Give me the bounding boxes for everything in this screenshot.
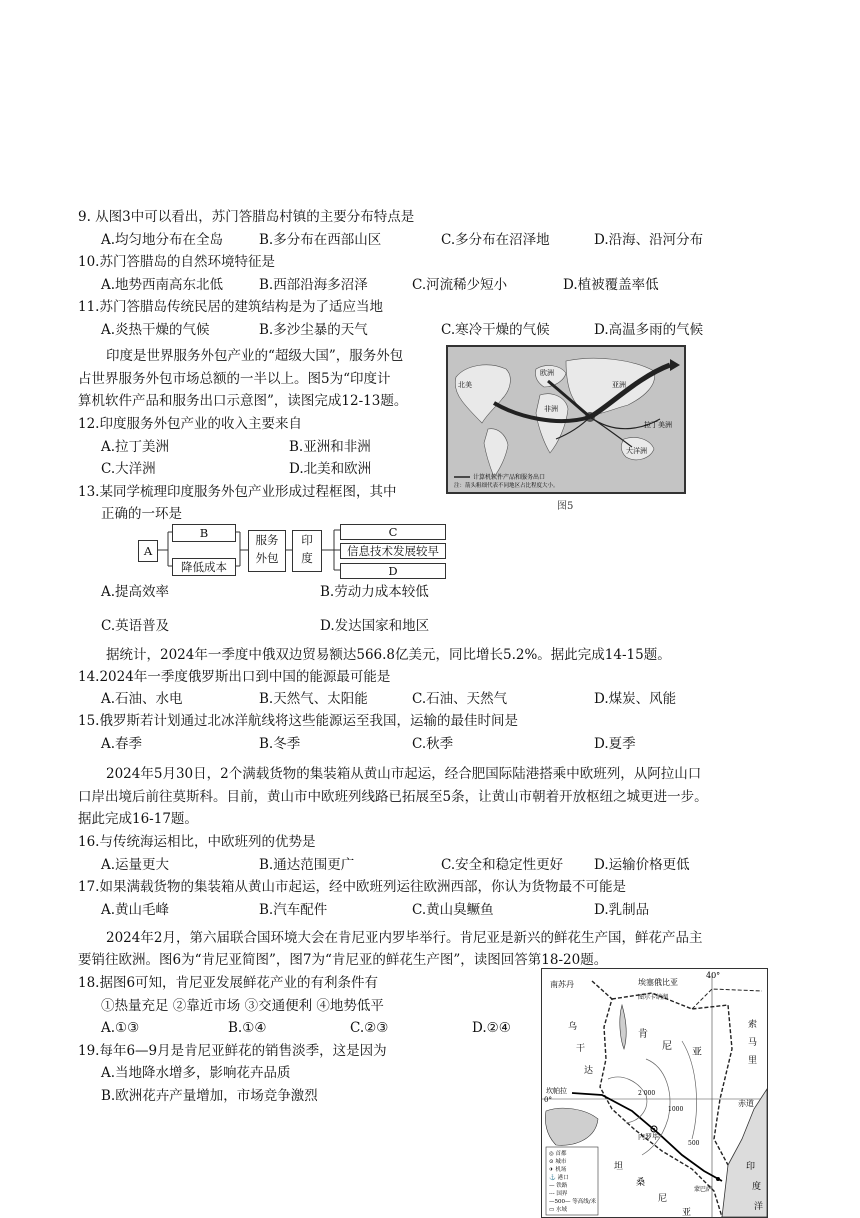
flow-service-1: 服务 [255,533,279,547]
q10-option-d: D.植被覆盖率低 [563,277,659,293]
label-kenya-3: 亚 [692,1047,702,1058]
flow-box-it: 信息技术发展较早 [340,543,446,559]
q17-option-d: D.乳制品 [594,902,650,918]
q12-option-b: B.亚洲和非洲 [289,439,371,455]
legend-item-2: ✈ 机场 [549,1167,567,1173]
q18-option-d: D.②④ [472,1020,511,1036]
flow-service-2: 外包 [255,551,279,565]
label-tanzania-4: 亚 [682,1208,692,1217]
lake-turkana-shape [620,1005,626,1049]
q19-option-a: A.当地降水增多，影响花卉品质 [101,1065,291,1081]
label-uganda-2: 干 [576,1044,586,1054]
flow-box-india [292,530,322,572]
q16-option-c: C.安全和稳定性更好 [441,857,564,873]
legend-item-4: — 铁路 [549,1183,568,1189]
legend-item-3: ⚓ 港口 [549,1175,569,1181]
legend-item-7: ▭ 水域 [549,1207,567,1213]
q14-option-a: A.石油、水电 [101,691,183,707]
huangshan-intro-line3: 据此完成16-17题。 [78,811,198,827]
label-elev-1000: 1000 [668,1106,684,1113]
q11-stem: 11.苏门答腊岛传统民居的建筑结构是为了适应当地 [78,299,383,315]
q18-option-c: C.②③ [350,1020,389,1036]
lon-40-label: 40° [706,971,721,980]
flow-box-b: B [172,524,236,542]
russia-intro: 据统计，2024年一季度中俄双边贸易额达566.8亿美元，同比增长5.2%。据此完成14-15题。 [106,647,671,663]
q10-option-c: C.河流稀少短小 [412,277,508,293]
q9-stem: 9. 从图3中可以看出，苏门答腊岛村镇的主要分布特点是 [78,209,415,225]
legend-item-5: --- 国界 [549,1191,568,1197]
q9-option-d: D.沿海、沿河分布 [594,232,704,248]
label-mombasa: 蒙巴萨 [694,1186,713,1193]
label-n-america: 北美 [458,381,472,389]
label-latin: 拉丁美洲 [644,421,672,429]
q11-option-b: B.多沙尘暴的天气 [259,322,368,338]
q14-stem: 14.2024年一季度俄罗斯出口到中国的能源最可能是 [78,669,391,685]
q16-option-d: D.运输价格更低 [594,857,690,873]
huangshan-intro-line1: 2024年5月30日，2个满载货物的集装箱从黄山市起运，经合肥国际陆港搭乘中欧班列，从阿拉山口 [106,766,702,782]
flow-box-c: C [340,524,446,540]
label-tanzania-2: 桑 [636,1178,646,1188]
ethiopia-border [692,989,762,1009]
label-elev-2000: 2 000 [638,1090,656,1097]
label-elev-500: 500 [688,1140,700,1147]
lat-0-label: 0° [544,1096,552,1104]
india-intro-line2: 占世界服务外包市场总额的一半以上。图5为“印度计 [78,371,391,387]
q16-option-b: B.通达范围更广 [259,857,355,873]
q11-option-d: D.高温多雨的气候 [594,322,704,338]
flow-box-cost: 降低成本 [172,558,236,576]
q17-option-c: C.黄山臭鳜鱼 [412,902,494,918]
q17-option-a: A.黄山毛峰 [101,902,170,918]
q11-option-c: C.寒冷干燥的气候 [441,322,550,338]
flow-chart [138,524,450,582]
label-kenya-2: 尼 [662,1041,672,1052]
q15-stem: 15.俄罗斯若计划通过北冰洋航线将这些能源运至我国，运输的最佳时间是 [78,713,518,729]
q13-stem-line1: 13.某同学梳理印度服务外包产业形成过程框图，其中 [78,484,397,500]
q9-option-a: A.均匀地分布在全岛 [101,232,224,248]
q15-option-c: C.秋季 [412,736,454,752]
label-kenya-1: 肯 [638,1029,648,1040]
equator-label: 赤道 [738,1099,754,1108]
q12-option-d: D.北美和欧洲 [289,461,372,477]
label-tanzania-3: 尼 [658,1194,668,1204]
q18-option-b: B.①④ [228,1020,267,1036]
label-tanzania-1: 坦 [614,1162,624,1172]
legend-item-1: ⊙ 城市 [549,1159,567,1165]
q15-option-b: B.冬季 [259,736,301,752]
q9-option-c: C.多分布在沼泽地 [441,232,550,248]
kenya-intro-line1: 2024年2月，第六届联合国环境大会在肯尼亚内罗毕举行。肯尼亚是新兴的鲜花生产国，鲜花产品主 [106,930,703,946]
mombasa-icon [716,1177,720,1181]
label-nairobi: 内罗毕 [638,1133,659,1141]
label-uganda-1: 乌 [568,1022,578,1032]
flow-box-service [248,530,286,572]
q14-option-d: D.煤炭、风能 [594,691,677,707]
label-kisumu: 坎帕拉 [546,1087,567,1095]
legend-text-2: 注：箭头粗细代表不同地区占比程度大小。 [454,483,559,489]
label-asia: 亚洲 [612,381,626,389]
q16-stem: 16.与传统海运相比，中欧班列的优势是 [78,834,316,850]
label-indian-3: 洋 [754,1202,764,1212]
label-europe: 欧洲 [540,369,554,377]
indian-ocean-shape [722,1089,767,1217]
q12-option-c: C.大洋洲 [101,461,156,477]
q18-stem: 18.据图6可知，肯尼亚发展鲜花产业的有利条件有 [78,975,379,991]
label-lake: 图尔卡纳湖 [638,994,669,1001]
label-africa: 非洲 [544,405,558,413]
india-intro-line1: 印度是世界服务外包产业的“超级大国”，服务外包 [106,348,404,364]
q14-option-c: C.石油、天然气 [412,691,508,707]
label-somalia-3: 里 [748,1056,758,1066]
q9-option-b: B.多分布在西部山区 [259,232,382,248]
flow-india-1: 印 [301,533,313,547]
huangshan-intro-line2: 口岸出境后前往莫斯科。目前，黄山市中欧班列线路已拓展至5条，让黄山市朝着开放枢纽之城更进一步。 [78,789,708,805]
q10-option-b: B.西部沿海多沼泽 [259,277,368,293]
q16-option-a: A.运量更大 [101,857,170,873]
q14-option-b: B.天然气、太阳能 [259,691,368,707]
figure-5-map [446,345,686,494]
label-south-sudan: 南苏丹 [550,980,574,989]
q10-stem: 10.苏门答腊岛的自然环境特征是 [78,254,275,270]
label-somalia-1: 索 [748,1020,758,1030]
q18-conditions: ①热量充足 ②靠近市场 ③交通便利 ④地势低平 [101,998,384,1014]
q11-option-a: A.炎热干燥的气候 [101,322,210,338]
label-indian-2: 度 [752,1182,762,1192]
q13-option-a: A.提高效率 [101,584,170,600]
kenya-east-border [612,993,732,1165]
legend-item-0: ◎ 首都 [549,1151,567,1157]
kenya-intro-line2: 要销往欧洲。图6为“肯尼亚简图”，图7为“肯尼亚的鲜花生产图”，读图回答第18-20题。 [78,952,608,968]
india-intro-line3: 算机软件产品和服务出口示意图”，读图完成12-13题。 [78,393,408,409]
q19-option-b: B.欧洲花卉产量增加，市场竞争激烈 [101,1088,318,1104]
lake-victoria-shape [545,1108,598,1145]
legend-item-6: —500— 等高线/米 [549,1199,597,1205]
figure-5-caption: 图5 [557,501,574,512]
q19-stem: 19.每年6—9月是肯尼亚鲜花的销售淡季，这是因为 [78,1043,387,1059]
contour-2000 [608,1077,647,1123]
legend-text-1: 计算机软件产品和服务出口 [473,474,546,481]
q15-option-a: A.春季 [101,736,143,752]
label-ethiopia: 埃塞俄比亚 [638,978,678,987]
flow-box-a: A [138,540,158,562]
label-somalia-2: 马 [748,1038,758,1048]
label-oceania: 大洋洲 [626,447,647,455]
q12-option-a: A.拉丁美洲 [101,439,170,455]
flow-box-d: D [340,563,446,579]
figure-6-kenya-map [541,968,768,1218]
q15-option-d: D.夏季 [594,736,636,752]
q13-option-d: D.发达国家和地区 [320,618,430,634]
q12-stem: 12.印度服务外包产业的收入主要来自 [78,416,302,432]
world-map-svg [448,347,684,492]
q17-option-b: B.汽车配件 [259,902,328,918]
q10-option-a: A.地势西南高东北低 [101,277,224,293]
q13-option-c: C.英语普及 [101,618,170,634]
q18-option-a: A.①③ [101,1020,140,1036]
kenya-map-svg [542,969,767,1217]
flow-india-2: 度 [301,551,313,565]
q13-option-b: B.劳动力成本较低 [320,584,429,600]
q17-stem: 17.如果满载货物的集装箱从黄山市起运，经中欧班列运往欧洲西部，你认为货物最不可能是 [78,879,626,895]
q13-stem-line2: 正确的一环是 [101,506,182,522]
label-uganda-3: 达 [584,1066,594,1076]
label-indian-1: 印 [746,1162,756,1172]
